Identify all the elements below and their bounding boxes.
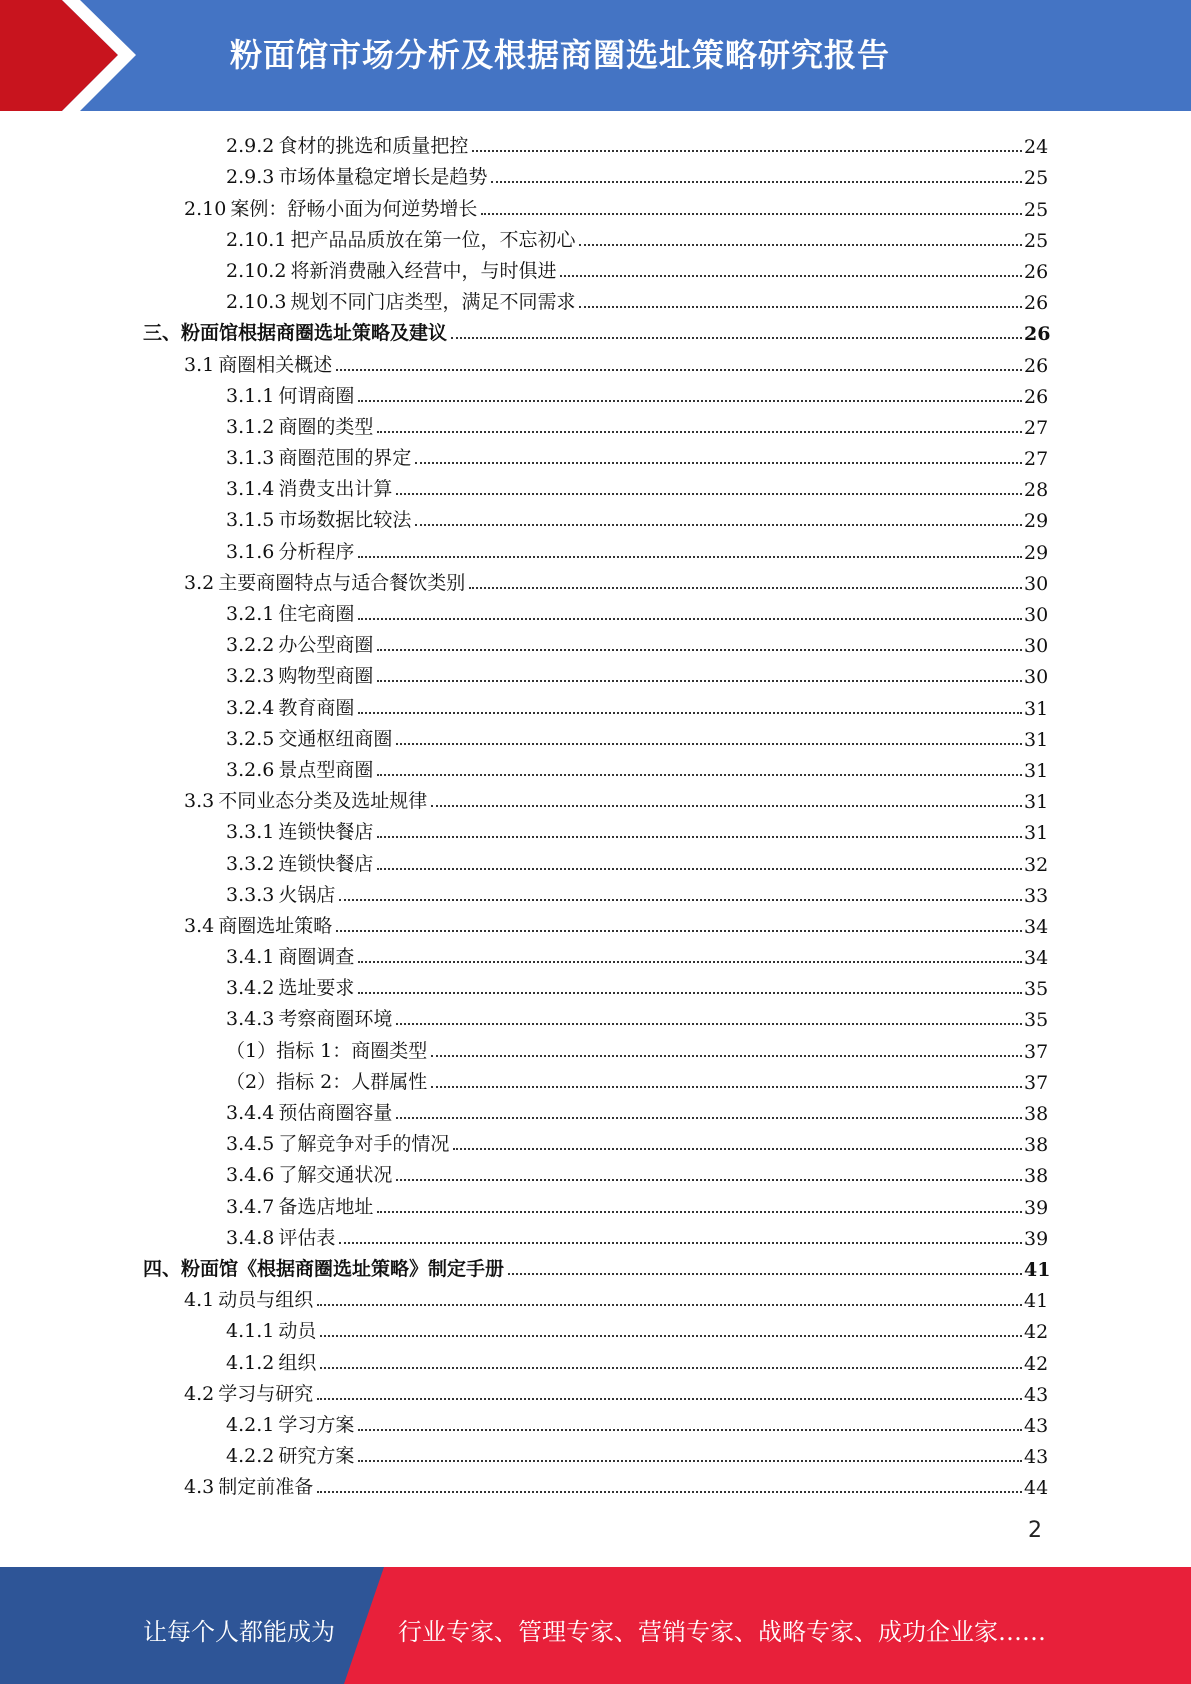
toc-entry-title: 不同业态分类及选址规律 xyxy=(218,790,428,813)
toc-entry[interactable] xyxy=(0,1437,1191,1468)
toc-dot-leader xyxy=(377,836,1022,838)
toc-entry-page: 41 xyxy=(1024,1290,1049,1313)
toc-entry[interactable] xyxy=(0,626,1191,657)
toc-entry-title: 了解交通状况 xyxy=(278,1164,393,1187)
toc-entry-number: 3.1.5 xyxy=(226,509,275,532)
toc-dot-leader xyxy=(339,899,1022,901)
toc-entry[interactable] xyxy=(0,720,1191,751)
toc-entry-page: 24 xyxy=(1024,136,1049,159)
toc-entry-number: 3.1 xyxy=(184,353,215,376)
toc-entry-page: 31 xyxy=(1024,728,1049,751)
toc-entry-label xyxy=(226,1129,451,1156)
toc-entry-title: 了解竞争对手的情况 xyxy=(278,1133,450,1156)
toc-dot-leader xyxy=(491,181,1022,183)
toc-entry[interactable] xyxy=(0,1063,1191,1094)
toc-entry-title: 备选店地址 xyxy=(278,1195,374,1218)
toc-entry-label xyxy=(143,1254,506,1281)
toc-entry-number: 3.1.1 xyxy=(226,384,275,407)
toc-entry[interactable] xyxy=(0,844,1191,875)
toc-dot-leader xyxy=(472,150,1022,152)
toc-entry-label xyxy=(226,1348,318,1375)
toc-entry[interactable] xyxy=(0,1343,1191,1374)
toc-entry[interactable] xyxy=(0,501,1191,532)
toc-entry-page: 30 xyxy=(1024,604,1049,626)
toc-dot-leader xyxy=(317,1398,1022,1400)
toc-entry-title: 案例：舒畅小面为何逆势增长 xyxy=(230,197,478,220)
toc-entry-label xyxy=(226,849,375,876)
toc-dot-leader xyxy=(336,930,1022,932)
toc-entry-page: 27 xyxy=(1024,416,1049,439)
toc-dot-leader xyxy=(469,587,1022,589)
toc-entry-number: 3.1.6 xyxy=(226,540,275,563)
toc-entry-page: 25 xyxy=(1024,167,1049,190)
toc-entry-label xyxy=(226,256,558,283)
toc-entry-title: 制定前准备 xyxy=(218,1476,314,1499)
toc-entry[interactable] xyxy=(0,1219,1191,1250)
toc-entry[interactable] xyxy=(0,1187,1191,1218)
toc-entry-number: 3.3.1 xyxy=(226,821,275,844)
toc-entry[interactable] xyxy=(0,751,1191,782)
toc-entry-number: 3.2.5 xyxy=(226,727,275,750)
toc-entry-title: （1）指标 1：商圈类型 xyxy=(226,1039,428,1062)
toc-entry-number: 3.2 xyxy=(184,571,215,594)
toc-entry-page: 39 xyxy=(1024,1196,1049,1219)
toc-entry[interactable] xyxy=(0,1125,1191,1156)
toc-entry-page: 38 xyxy=(1024,1134,1049,1157)
toc-entry-label xyxy=(226,1098,394,1125)
toc-entry-label xyxy=(226,381,356,408)
toc-entry-title: 把产品品质放在第一位，不忘初心 xyxy=(290,228,576,251)
toc-entry-number: 3.3.2 xyxy=(226,852,275,875)
toc-entry[interactable] xyxy=(0,252,1191,283)
toc-entry[interactable] xyxy=(0,938,1191,969)
toc-entry-page: 38 xyxy=(1024,1165,1049,1188)
toc-entry-page: 26 xyxy=(1024,354,1049,377)
toc-dot-leader xyxy=(377,431,1022,433)
toc-entry-page: 38 xyxy=(1024,1103,1049,1125)
toc-entry-number: 4.2.2 xyxy=(226,1445,275,1468)
toc-entry[interactable] xyxy=(0,969,1191,1000)
toc-entry-title: 办公型商圈 xyxy=(278,634,374,657)
toc-entry-page: 31 xyxy=(1024,822,1049,845)
toc-entry-page: 43 xyxy=(1024,1414,1049,1437)
toc-entry-label xyxy=(226,162,489,189)
toc-entry-label xyxy=(226,693,356,720)
toc-entry-page: 37 xyxy=(1024,1040,1049,1063)
toc-entry-title: 将新消费融入经营中，与时俱进 xyxy=(290,259,557,282)
toc-entry-label xyxy=(226,287,577,314)
toc-entry-page: 44 xyxy=(1024,1477,1049,1500)
toc-dot-leader xyxy=(451,337,1022,339)
toc-entry-page: 43 xyxy=(1024,1446,1049,1469)
toc-entry-page: 26 xyxy=(1024,260,1049,283)
toc-entry[interactable] xyxy=(0,345,1191,376)
toc-entry-label xyxy=(226,1160,394,1187)
toc-entry[interactable] xyxy=(0,221,1191,252)
toc-entry-number: 3.1.2 xyxy=(226,415,275,438)
toc-entry-page: 29 xyxy=(1024,541,1049,564)
toc-entry-title: （2）指标 2：人群属性 xyxy=(226,1070,428,1093)
toc-dot-leader xyxy=(358,1429,1022,1431)
toc-entry[interactable] xyxy=(0,1375,1191,1406)
toc-entry-label xyxy=(226,474,394,501)
toc-entry-page: 34 xyxy=(1024,947,1049,970)
toc-entry-number: 3.1.3 xyxy=(226,447,275,470)
toc-entry[interactable] xyxy=(0,782,1191,813)
toc-entry-page: 30 xyxy=(1024,666,1049,689)
toc-entry-label xyxy=(143,318,449,345)
header-chevron-graphic xyxy=(0,0,160,111)
toc-entry-label xyxy=(226,880,337,907)
toc-entry-label xyxy=(226,1223,337,1250)
toc-entry[interactable] xyxy=(0,876,1191,907)
toc-entry[interactable] xyxy=(0,439,1191,470)
toc-entry[interactable] xyxy=(0,1000,1191,1031)
toc-entry-number: 3.4.8 xyxy=(226,1226,275,1249)
toc-entry-number: 3.4.2 xyxy=(226,977,275,1000)
toc-entry[interactable] xyxy=(0,688,1191,719)
toc-entry-title: 四、粉面馆《根据商圈选址策略》制定手册 xyxy=(143,1257,505,1280)
toc-dot-leader xyxy=(320,1367,1022,1369)
toc-dot-leader xyxy=(377,649,1022,651)
toc-entry-title: 食材的挑选和质量把控 xyxy=(278,135,469,158)
toc-dot-leader xyxy=(317,1491,1022,1493)
toc-entry[interactable] xyxy=(0,532,1191,563)
toc-entry-number: 3.2.1 xyxy=(226,603,275,625)
toc-entry[interactable] xyxy=(0,657,1191,688)
toc-dot-leader xyxy=(320,1335,1022,1337)
toc-entry-label xyxy=(226,942,356,969)
toc-entry[interactable] xyxy=(0,1312,1191,1343)
toc-entry-page: 37 xyxy=(1024,1071,1049,1094)
toc-entry-number: 2.10 xyxy=(184,197,227,220)
toc-entry-title: 市场体量稳定增长是趋势 xyxy=(278,166,488,189)
toc-entry-number: 2.9.2 xyxy=(226,135,275,158)
toc-dot-leader xyxy=(396,493,1022,495)
toc-dot-leader xyxy=(431,805,1022,807)
toc-entry[interactable] xyxy=(0,1468,1191,1499)
toc-dot-leader xyxy=(560,275,1022,277)
toc-entry-label xyxy=(226,630,375,657)
toc-entry-title: 市场数据比较法 xyxy=(278,509,412,532)
toc-entry-title: 商圈的类型 xyxy=(278,415,374,438)
toc-entry-label xyxy=(226,1316,318,1343)
toc-entry-page: 43 xyxy=(1024,1383,1049,1406)
toc-dot-leader xyxy=(415,524,1022,526)
toc-entry-label xyxy=(184,911,334,938)
toc-dot-leader xyxy=(453,1148,1022,1150)
toc-entry-page: 25 xyxy=(1024,198,1049,221)
toc-entry-label xyxy=(226,443,413,470)
toc-dot-leader xyxy=(358,400,1022,402)
toc-entry-page: 32 xyxy=(1024,853,1049,876)
toc-dot-leader xyxy=(317,1304,1022,1306)
toc-entry-number: 2.9.3 xyxy=(226,166,275,189)
toc-dot-leader xyxy=(396,1023,1022,1025)
toc-entry-title: 购物型商圈 xyxy=(278,665,374,688)
toc-entry-number: 3.2.6 xyxy=(226,758,275,781)
toc-entry-label xyxy=(226,1004,394,1031)
toc-entry-title: 连锁快餐店 xyxy=(278,852,374,875)
toc-entry[interactable] xyxy=(0,907,1191,938)
toc-entry-title: 预估商圈容量 xyxy=(278,1102,393,1124)
toc-entry-number: 3.4.5 xyxy=(226,1133,275,1156)
toc-dot-leader xyxy=(579,244,1022,246)
toc-entry-label xyxy=(226,225,577,252)
toc-entry-number: 3.4.4 xyxy=(226,1102,275,1124)
page-number: 2 xyxy=(1028,1518,1042,1543)
toc-entry[interactable] xyxy=(0,1406,1191,1437)
toc-dot-leader xyxy=(377,868,1022,870)
toc-entry-label xyxy=(226,537,356,564)
toc-entry-title: 考察商圈环境 xyxy=(278,1008,393,1031)
toc-entry-page: 34 xyxy=(1024,915,1049,938)
toc-dot-leader xyxy=(358,992,1022,994)
toc-entry-label xyxy=(226,412,375,439)
toc-entry[interactable] xyxy=(0,408,1191,439)
toc-entry[interactable] xyxy=(0,158,1191,189)
toc-dot-leader xyxy=(481,213,1022,215)
toc-entry-title: 动员 xyxy=(278,1320,317,1343)
toc-entry[interactable] xyxy=(0,314,1191,345)
toc-entry-page: 31 xyxy=(1024,697,1049,720)
toc-entry-number: 4.2.1 xyxy=(226,1413,275,1436)
toc-entry-title: 何谓商圈 xyxy=(278,384,355,407)
footer-slogan-right: 行业专家、管理专家、营销专家、战略专家、成功企业家…… xyxy=(398,1618,1046,1646)
toc-entry[interactable] xyxy=(0,564,1191,595)
toc-entry-number: 3.3 xyxy=(184,790,215,813)
toc-entry-label xyxy=(184,1379,315,1406)
toc-entry-label xyxy=(226,755,375,782)
toc-entry-page: 35 xyxy=(1024,978,1049,1001)
toc-dot-leader xyxy=(377,774,1022,776)
toc-entry-title: 规划不同门店类型，满足不同需求 xyxy=(290,291,576,314)
toc-entry-page: 30 xyxy=(1024,635,1049,658)
toc-dot-leader xyxy=(396,1179,1022,1181)
toc-entry-number: 2.10.2 xyxy=(226,259,287,282)
page-header xyxy=(0,0,1191,111)
toc-dot-leader xyxy=(396,1117,1022,1119)
toc-entry-title: 商圈相关概述 xyxy=(218,353,333,376)
toc-entry-label xyxy=(226,1036,429,1063)
toc-entry[interactable] xyxy=(0,813,1191,844)
toc-entry-number: 3.4.7 xyxy=(226,1195,275,1218)
toc-entry-title: 火锅店 xyxy=(278,883,336,906)
toc-entry-page: 26 xyxy=(1024,292,1049,315)
toc-entry-label xyxy=(184,786,429,813)
toc-entry-page: 28 xyxy=(1024,479,1049,502)
toc-entry-number: 4.3 xyxy=(184,1476,215,1499)
toc-entry[interactable] xyxy=(0,1031,1191,1062)
toc-entry-label xyxy=(184,194,479,221)
toc-entry-page: 31 xyxy=(1024,791,1049,814)
toc-entry-title: 商圈调查 xyxy=(278,946,355,969)
toc-entry-title: 连锁快餐店 xyxy=(278,821,374,844)
toc-entry-number: 3.2.2 xyxy=(226,634,275,657)
toc-dot-leader xyxy=(339,1242,1022,1244)
toc-entry-number: 3.3.3 xyxy=(226,883,275,906)
toc-entry[interactable] xyxy=(0,470,1191,501)
toc-entry-number: 3.4.1 xyxy=(226,946,275,969)
toc-entry-title: 学习与研究 xyxy=(218,1382,314,1405)
toc-entry-title: 分析程序 xyxy=(278,540,355,563)
toc-entry-label xyxy=(226,817,375,844)
toc-entry-page: 42 xyxy=(1024,1352,1049,1375)
toc-entry[interactable] xyxy=(0,1094,1191,1125)
report-title: 粉面馆市场分析及根据商圈选址策略研究报告 xyxy=(230,36,891,74)
toc-entry-page: 41 xyxy=(1024,1258,1051,1281)
toc-entry-number: 4.1.1 xyxy=(226,1320,275,1343)
toc-entry-title: 研究方案 xyxy=(278,1445,355,1468)
toc-entry-page: 29 xyxy=(1024,510,1049,533)
toc-entry-label xyxy=(226,973,356,1000)
toc-entry-label xyxy=(184,1472,315,1499)
toc-entry-number: 4.1.2 xyxy=(226,1351,275,1374)
toc-dot-leader xyxy=(336,369,1022,371)
toc-entry-number: 3.4.3 xyxy=(226,1008,275,1031)
toc-entry-title: 商圈选址策略 xyxy=(218,914,333,937)
toc-entry-label xyxy=(184,350,334,377)
toc-entry-number: 2.10.3 xyxy=(226,291,287,314)
toc-entry-title: 景点型商圈 xyxy=(278,758,374,781)
toc-entry-title: 三、粉面馆根据商圈选址策略及建议 xyxy=(143,322,448,345)
toc-entry[interactable] xyxy=(0,1250,1191,1281)
toc-entry[interactable] xyxy=(0,283,1191,314)
toc-entry-title: 学习方案 xyxy=(278,1413,355,1436)
table-of-contents xyxy=(0,127,1191,1499)
toc-entry-number: 4.1 xyxy=(184,1289,215,1312)
toc-entry-title: 组织 xyxy=(278,1351,317,1374)
toc-dot-leader xyxy=(358,1460,1022,1462)
toc-entry-page: 25 xyxy=(1024,229,1049,252)
toc-entry-label xyxy=(226,724,394,751)
toc-dot-leader xyxy=(358,961,1022,963)
toc-entry-number: 2.10.1 xyxy=(226,228,287,251)
toc-entry-label xyxy=(226,661,375,688)
toc-entry-title: 商圈范围的界定 xyxy=(278,447,412,470)
toc-dot-leader xyxy=(358,712,1022,714)
toc-entry-title: 住宅商圈 xyxy=(278,603,355,625)
toc-dot-leader xyxy=(579,306,1022,308)
toc-entry-page: 26 xyxy=(1024,323,1051,346)
toc-entry-number: 3.4 xyxy=(184,914,215,937)
toc-entry-title: 消费支出计算 xyxy=(278,478,393,501)
toc-entry-title: 教育商圈 xyxy=(278,696,355,719)
toc-entry-label xyxy=(226,505,413,532)
toc-entry-page: 39 xyxy=(1024,1227,1049,1250)
toc-entry-title: 选址要求 xyxy=(278,977,355,1000)
toc-dot-leader xyxy=(431,1086,1022,1088)
toc-entry-page: 33 xyxy=(1024,884,1049,907)
toc-entry-title: 交通枢纽商圈 xyxy=(278,727,393,750)
toc-entry[interactable] xyxy=(0,1281,1191,1312)
toc-entry[interactable] xyxy=(0,595,1191,626)
toc-entry-label xyxy=(184,1285,315,1312)
toc-entry-page: 27 xyxy=(1024,448,1049,471)
toc-entry[interactable] xyxy=(0,377,1191,408)
toc-dot-leader xyxy=(415,462,1022,464)
toc-dot-leader xyxy=(358,618,1022,620)
toc-entry-title: 主要商圈特点与适合餐饮类别 xyxy=(218,571,466,594)
toc-entry-number: 3.1.4 xyxy=(226,478,275,501)
toc-entry-page: 42 xyxy=(1024,1321,1049,1344)
toc-entry[interactable] xyxy=(0,1156,1191,1187)
toc-entry-label xyxy=(226,1410,356,1437)
toc-entry-number: 3.4.6 xyxy=(226,1164,275,1187)
toc-entry-number: 4.2 xyxy=(184,1382,215,1405)
page-footer xyxy=(0,1567,1191,1684)
toc-entry-title: 动员与组织 xyxy=(218,1289,314,1312)
toc-entry-number: 3.2.4 xyxy=(226,696,275,719)
toc-dot-leader xyxy=(358,556,1022,558)
toc-entry-page: 35 xyxy=(1024,1009,1049,1032)
toc-dot-leader xyxy=(431,1055,1022,1057)
footer-slogan-left: 让每个人都能成为 xyxy=(143,1618,335,1646)
toc-entry-label xyxy=(226,1192,375,1219)
toc-dot-leader xyxy=(508,1273,1022,1275)
toc-dot-leader xyxy=(396,743,1022,745)
toc-entry-page: 31 xyxy=(1024,759,1049,782)
toc-entry-label xyxy=(226,1067,429,1094)
toc-entry-label xyxy=(226,131,470,158)
toc-entry-label xyxy=(226,1441,356,1468)
toc-entry-page: 30 xyxy=(1024,572,1049,595)
toc-entry-page: 26 xyxy=(1024,385,1049,408)
toc-entry-label xyxy=(184,568,467,595)
toc-entry[interactable] xyxy=(0,189,1191,220)
toc-entry-title: 评估表 xyxy=(278,1226,336,1249)
toc-dot-leader xyxy=(377,1211,1022,1213)
toc-entry-number: 3.2.3 xyxy=(226,665,275,688)
toc-dot-leader xyxy=(377,680,1022,682)
toc-entry-label xyxy=(226,599,356,626)
toc-entry[interactable] xyxy=(0,127,1191,158)
